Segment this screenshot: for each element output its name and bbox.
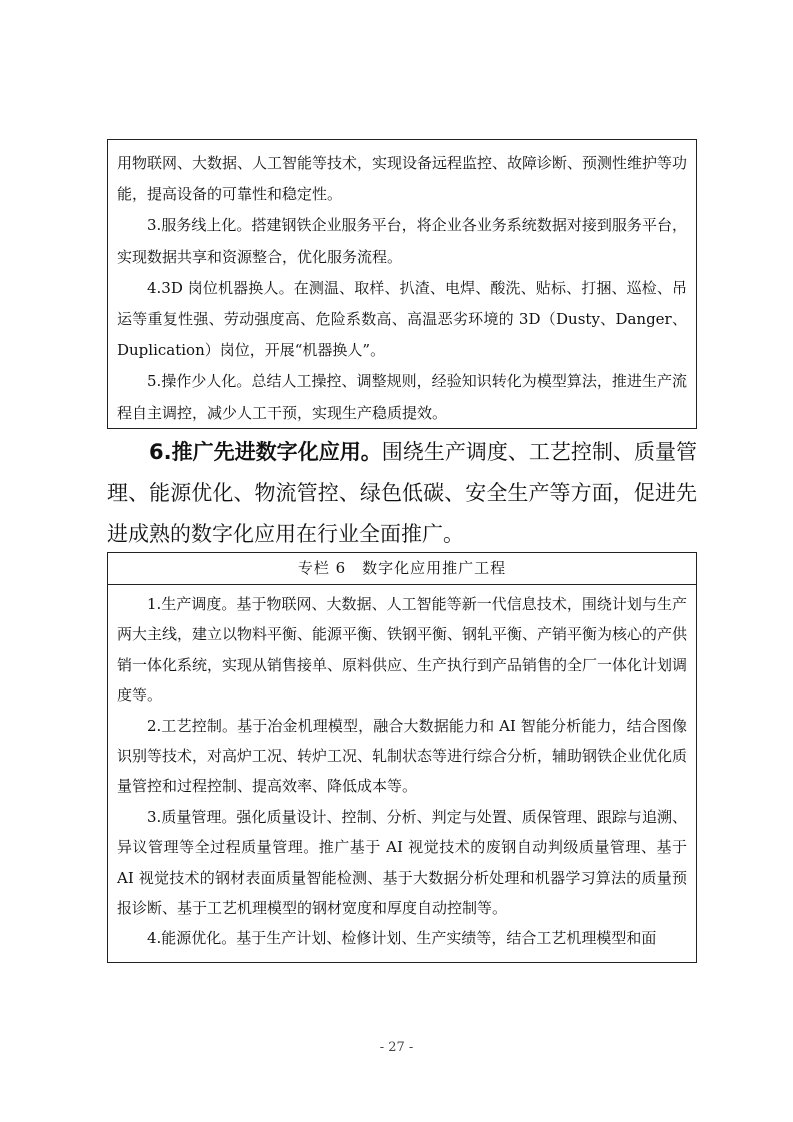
- lead-paragraph: [107, 432, 697, 555]
- lead-heading: 6.推广先进数字化应用。: [149, 440, 382, 464]
- sidebar-box-continued: [107, 139, 697, 429]
- box2-paragraph-energy: 4.能源优化。基于生产计划、检修计划、生产实绩等，结合工艺机理模型和面: [147, 929, 657, 948]
- lead-body: 围绕生产调度、工艺控制、质量管理、能源优化、物流管控、绿色低碳、安全生产等方面，促进先进成熟的数字化应用在行业全面推广。: [107, 440, 698, 546]
- box2-paragraph-quality: 3.质量管理。强化质量设计、控制、分析、判定与处置、质保管理、跟踪与追溯、异议管理等全过程质量管理。推广基于 AI 视觉技术的废钢自动判级质量管理、基于 AI 视觉技术的钢材表面质量智能检测、基于大数据分析处理和机器学习算法的质量预报诊断、基于工艺机理模型的钢材宽度和厚度自动控制等。: [117, 807, 687, 918]
- box2-paragraph-process-control: 2.工艺控制。基于冶金机理模型，融合大数据能力和 AI 智能分析能力，结合图像识别等技术，对高炉工况、转炉工况、轧制状态等进行综合分析，辅助钢铁企业优化质量管控和过程控制、提高效率、降低成本等。: [117, 716, 688, 796]
- box2-paragraph-scheduling: 1.生产调度。基于物联网、大数据、人工智能等新一代信息技术，围绕计划与生产两大主线，建立以物料平衡、能源平衡、铁钢平衡、钢轧平衡、产销平衡为核心的产供销一体化系统，实现从销售接单、原料供应、生产执行到产品销售的全厂一体化计划调度等。: [117, 595, 688, 705]
- box1-paragraph-continued: 用物联网、大数据、人工智能等技术，实现设备远程监控、故障诊断、预测性维护等功能，提高设备的可靠性和稳定性。: [117, 154, 688, 204]
- box2-header: 专栏 6 数字化应用推广工程: [108, 553, 696, 585]
- box1-paragraph-fewer-operators: 5.操作少人化。总结人工操控、调整规则，经验知识转化为模型算法，推进生产流程自主调控，减少人工干预，实现生产稳质提效。: [117, 372, 687, 422]
- box2-body: [108, 585, 696, 954]
- page-number: - 27 -: [379, 1040, 414, 1055]
- box1-paragraph-3d-robots: 4.3D 岗位机器换人。在测温、取样、扒渣、电焊、酸洗、贴标、打捆、巡检、吊运等重复性强、劳动强度高、危险系数高、高温恶劣环境的 3D（Dusty、Danger、Duplication）岗位，开展“机器换人”。: [117, 278, 687, 360]
- box1-paragraph-service-online: 3.服务线上化。搭建钢铁企业服务平台，将企业各业务系统数据对接到服务平台，实现数据共享和资源整合，优化服务流程。: [117, 216, 687, 266]
- sidebar-box-column-6: [107, 552, 697, 963]
